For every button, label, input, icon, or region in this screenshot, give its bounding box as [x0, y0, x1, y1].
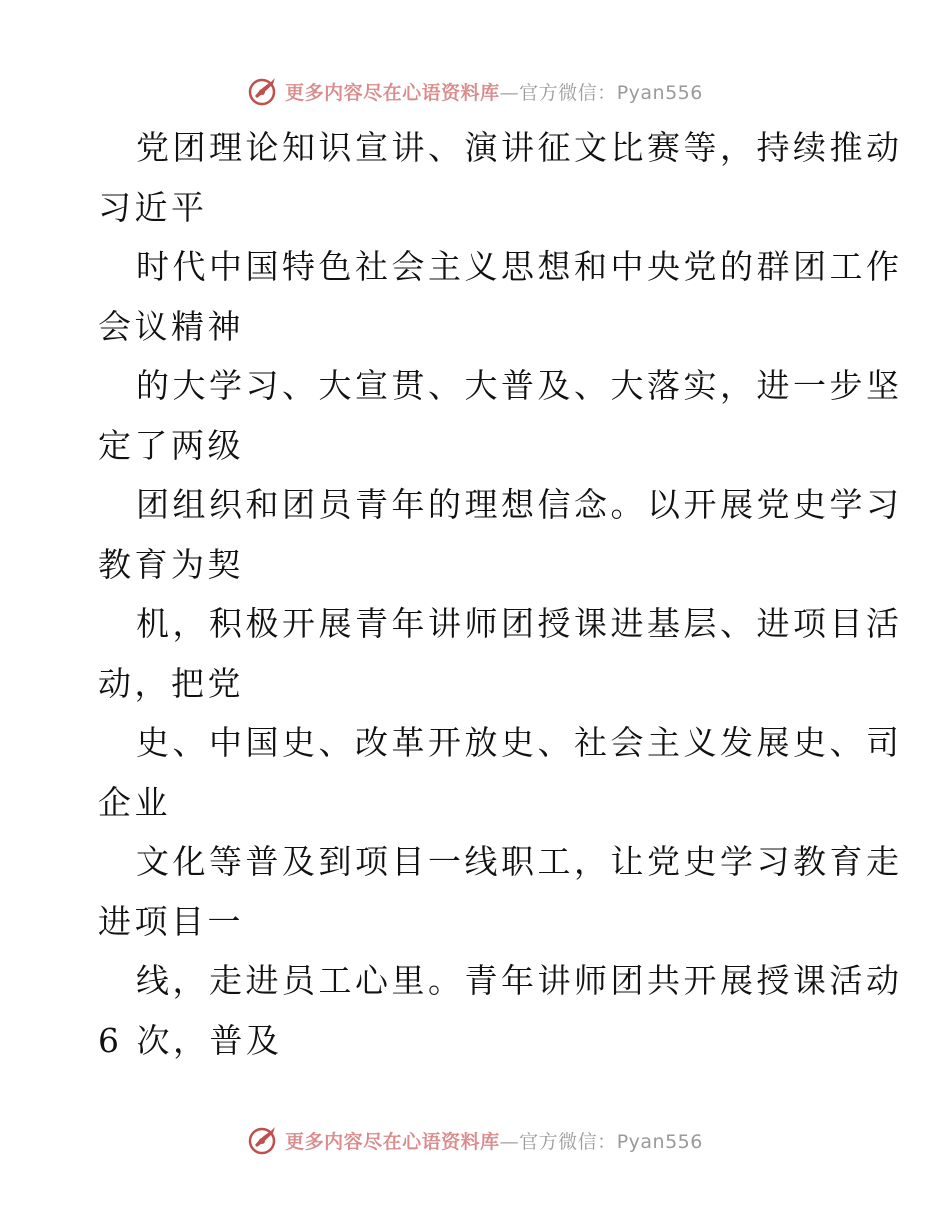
watermark-brand: 更多内容尽在心语资料库: [285, 81, 500, 104]
pen-logo-icon: [247, 74, 281, 108]
text-line: 会议精神: [98, 306, 244, 346]
text-line: 习近平: [98, 187, 208, 227]
watermark-wechat-label: 官方微信：: [519, 81, 617, 104]
watermark-wechat-label: 官方微信：: [519, 1130, 617, 1153]
watermark-wechat-id: Pyan556: [616, 81, 703, 104]
text-line: 线，走进员工心里。青年讲师团共开展授课活动: [136, 961, 903, 1000]
header-watermark: [0, 71, 950, 111]
text-line: 史、中国史、改革开放史、社会主义发展史、司: [136, 723, 903, 762]
watermark-text: [285, 1127, 703, 1154]
watermark-separator: —: [499, 1130, 520, 1153]
text-line: 文化等普及到项目一线职工，让党史学习教育走: [136, 842, 903, 881]
text-line: 教育为契: [98, 544, 244, 584]
text-line: 企业: [98, 782, 171, 822]
pen-logo-icon: [247, 1123, 281, 1157]
text-line: 党团理论知识宣讲、演讲征文比赛等，持续推动: [136, 128, 903, 167]
text-line: 的大学习、大宣贯、大普及、大落实，进一步坚: [136, 366, 903, 405]
text-line: 进项目一: [98, 901, 244, 941]
watermark-wechat-id: Pyan556: [616, 1130, 703, 1153]
footer-watermark: [0, 1120, 950, 1160]
text-line: 6 次，普及: [98, 1020, 283, 1060]
text-line: 动，把党: [98, 663, 244, 703]
text-line: 定了两级: [98, 425, 244, 465]
text-line: 机，积极开展青年讲师团授课进基层、进项目活: [136, 604, 903, 643]
watermark-separator: —: [499, 81, 520, 104]
document-body: [98, 118, 903, 1070]
text-line: 时代中国特色社会主义思想和中央党的群团工作: [136, 247, 903, 286]
text-line: 团组织和团员青年的理想信念。以开展党史学习: [136, 485, 903, 524]
watermark-brand: 更多内容尽在心语资料库: [285, 1130, 500, 1153]
watermark-text: [285, 78, 703, 105]
